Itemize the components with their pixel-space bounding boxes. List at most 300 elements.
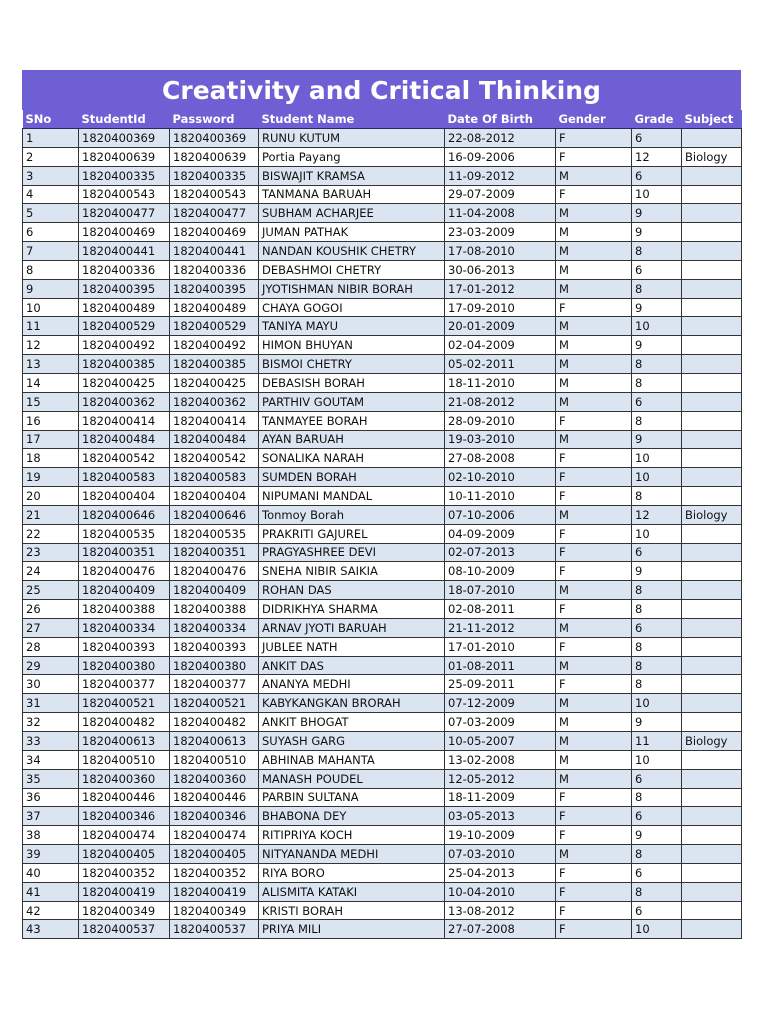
cell-grade[interactable]: 8 xyxy=(632,637,682,656)
cell-student-name[interactable]: PRIYA MILI xyxy=(259,920,445,939)
cell-subject[interactable] xyxy=(682,882,742,901)
cell-student-name[interactable]: JYOTISHMAN NIBIR BORAH xyxy=(259,279,445,298)
cell-date-of-birth[interactable]: 21-11-2012 xyxy=(445,618,556,637)
cell-subject[interactable] xyxy=(682,750,742,769)
column-header-sno[interactable]: SNo xyxy=(23,110,79,129)
cell-gender[interactable]: F xyxy=(556,562,632,581)
cell-date-of-birth[interactable]: 17-08-2010 xyxy=(445,242,556,261)
cell-student-id[interactable]: 1820400521 xyxy=(79,694,170,713)
column-header-student-name[interactable]: Student Name xyxy=(259,110,445,129)
cell-subject[interactable] xyxy=(682,204,742,223)
cell-sno[interactable]: 26 xyxy=(23,600,79,619)
cell-sno[interactable]: 4 xyxy=(23,185,79,204)
cell-sno[interactable]: 34 xyxy=(23,750,79,769)
cell-gender[interactable]: M xyxy=(556,166,632,185)
cell-password[interactable]: 1820400489 xyxy=(170,298,259,317)
cell-subject[interactable] xyxy=(682,430,742,449)
cell-gender[interactable]: F xyxy=(556,600,632,619)
cell-student-name[interactable]: NITYANANDA MEDHI xyxy=(259,845,445,864)
cell-date-of-birth[interactable]: 18-11-2010 xyxy=(445,373,556,392)
cell-password[interactable]: 1820400335 xyxy=(170,166,259,185)
cell-student-name[interactable]: PARTHIV GOUTAM xyxy=(259,392,445,411)
cell-date-of-birth[interactable]: 03-05-2013 xyxy=(445,807,556,826)
cell-student-name[interactable]: TANIYA MAYU xyxy=(259,317,445,336)
cell-sno[interactable]: 18 xyxy=(23,449,79,468)
cell-password[interactable]: 1820400510 xyxy=(170,750,259,769)
cell-student-name[interactable]: ANANYA MEDHI xyxy=(259,675,445,694)
cell-student-id[interactable]: 1820400393 xyxy=(79,637,170,656)
cell-subject[interactable] xyxy=(682,298,742,317)
cell-student-name[interactable]: DIDRIKHYA SHARMA xyxy=(259,600,445,619)
cell-gender[interactable]: F xyxy=(556,863,632,882)
cell-subject[interactable] xyxy=(682,223,742,242)
cell-subject[interactable] xyxy=(682,863,742,882)
cell-student-id[interactable]: 1820400446 xyxy=(79,788,170,807)
cell-student-name[interactable]: BISWAJIT KRAMSA xyxy=(259,166,445,185)
cell-date-of-birth[interactable]: 11-09-2012 xyxy=(445,166,556,185)
cell-grade[interactable]: 9 xyxy=(632,713,682,732)
cell-student-name[interactable]: BHABONA DEY xyxy=(259,807,445,826)
cell-student-name[interactable]: SNEHA NIBIR SAIKIA xyxy=(259,562,445,581)
cell-student-name[interactable]: SUBHAM ACHARJEE xyxy=(259,204,445,223)
cell-grade[interactable]: 9 xyxy=(632,430,682,449)
cell-password[interactable]: 1820400380 xyxy=(170,656,259,675)
cell-subject[interactable] xyxy=(682,807,742,826)
cell-grade[interactable]: 8 xyxy=(632,600,682,619)
cell-grade[interactable]: 6 xyxy=(632,901,682,920)
cell-subject[interactable] xyxy=(682,769,742,788)
column-header-password[interactable]: Password xyxy=(170,110,259,129)
cell-sno[interactable]: 30 xyxy=(23,675,79,694)
cell-grade[interactable]: 10 xyxy=(632,468,682,487)
cell-student-name[interactable]: PARBIN SULTANA xyxy=(259,788,445,807)
cell-student-name[interactable]: ARNAV JYOTI BARUAH xyxy=(259,618,445,637)
cell-gender[interactable]: F xyxy=(556,129,632,148)
cell-subject[interactable]: Biology xyxy=(682,147,742,166)
cell-student-id[interactable]: 1820400482 xyxy=(79,713,170,732)
cell-gender[interactable]: M xyxy=(556,392,632,411)
cell-student-name[interactable]: NIPUMANI MANDAL xyxy=(259,487,445,506)
cell-date-of-birth[interactable]: 22-08-2012 xyxy=(445,129,556,148)
cell-grade[interactable]: 10 xyxy=(632,317,682,336)
cell-password[interactable]: 1820400446 xyxy=(170,788,259,807)
cell-sno[interactable]: 23 xyxy=(23,543,79,562)
cell-student-id[interactable]: 1820400385 xyxy=(79,355,170,374)
cell-date-of-birth[interactable]: 25-09-2011 xyxy=(445,675,556,694)
cell-date-of-birth[interactable]: 10-04-2010 xyxy=(445,882,556,901)
cell-student-name[interactable]: Tonmoy Borah xyxy=(259,505,445,524)
cell-date-of-birth[interactable]: 17-01-2010 xyxy=(445,637,556,656)
cell-sno[interactable]: 41 xyxy=(23,882,79,901)
cell-date-of-birth[interactable]: 12-05-2012 xyxy=(445,769,556,788)
cell-student-name[interactable]: AYAN BARUAH xyxy=(259,430,445,449)
cell-grade[interactable]: 8 xyxy=(632,675,682,694)
cell-password[interactable]: 1820400474 xyxy=(170,826,259,845)
cell-gender[interactable]: M xyxy=(556,845,632,864)
cell-student-id[interactable]: 1820400535 xyxy=(79,524,170,543)
cell-subject[interactable] xyxy=(682,637,742,656)
cell-password[interactable]: 1820400521 xyxy=(170,694,259,713)
cell-password[interactable]: 1820400409 xyxy=(170,581,259,600)
cell-sno[interactable]: 12 xyxy=(23,336,79,355)
cell-student-id[interactable]: 1820400474 xyxy=(79,826,170,845)
cell-student-name[interactable]: DEBASISH BORAH xyxy=(259,373,445,392)
cell-grade[interactable]: 8 xyxy=(632,581,682,600)
cell-student-name[interactable]: RIYA BORO xyxy=(259,863,445,882)
cell-student-id[interactable]: 1820400351 xyxy=(79,543,170,562)
cell-subject[interactable] xyxy=(682,713,742,732)
cell-date-of-birth[interactable]: 25-04-2013 xyxy=(445,863,556,882)
cell-gender[interactable]: F xyxy=(556,411,632,430)
cell-grade[interactable]: 9 xyxy=(632,204,682,223)
cell-gender[interactable]: F xyxy=(556,468,632,487)
cell-sno[interactable]: 28 xyxy=(23,637,79,656)
cell-student-id[interactable]: 1820400380 xyxy=(79,656,170,675)
cell-subject[interactable] xyxy=(682,845,742,864)
cell-date-of-birth[interactable]: 01-08-2011 xyxy=(445,656,556,675)
cell-sno[interactable]: 9 xyxy=(23,279,79,298)
cell-password[interactable]: 1820400404 xyxy=(170,487,259,506)
cell-student-name[interactable]: NANDAN KOUSHIK CHETRY xyxy=(259,242,445,261)
cell-sno[interactable]: 25 xyxy=(23,581,79,600)
cell-student-id[interactable]: 1820400510 xyxy=(79,750,170,769)
cell-subject[interactable] xyxy=(682,581,742,600)
cell-gender[interactable]: M xyxy=(556,581,632,600)
cell-student-id[interactable]: 1820400441 xyxy=(79,242,170,261)
cell-date-of-birth[interactable]: 23-03-2009 xyxy=(445,223,556,242)
column-header-gender[interactable]: Gender xyxy=(556,110,632,129)
cell-student-name[interactable]: ROHAN DAS xyxy=(259,581,445,600)
cell-password[interactable]: 1820400492 xyxy=(170,336,259,355)
cell-sno[interactable]: 22 xyxy=(23,524,79,543)
cell-sno[interactable]: 32 xyxy=(23,713,79,732)
cell-grade[interactable]: 10 xyxy=(632,185,682,204)
cell-sno[interactable]: 37 xyxy=(23,807,79,826)
cell-password[interactable]: 1820400388 xyxy=(170,600,259,619)
cell-grade[interactable]: 8 xyxy=(632,411,682,430)
cell-sno[interactable]: 2 xyxy=(23,147,79,166)
cell-student-name[interactable]: RUNU KUTUM xyxy=(259,129,445,148)
cell-password[interactable]: 1820400484 xyxy=(170,430,259,449)
cell-date-of-birth[interactable]: 02-04-2009 xyxy=(445,336,556,355)
cell-student-id[interactable]: 1820400336 xyxy=(79,260,170,279)
cell-grade[interactable]: 8 xyxy=(632,373,682,392)
cell-password[interactable]: 1820400360 xyxy=(170,769,259,788)
cell-gender[interactable]: F xyxy=(556,826,632,845)
cell-student-id[interactable]: 1820400388 xyxy=(79,600,170,619)
cell-student-name[interactable]: HIMON BHUYAN xyxy=(259,336,445,355)
cell-student-id[interactable]: 1820400362 xyxy=(79,392,170,411)
cell-password[interactable]: 1820400613 xyxy=(170,732,259,751)
cell-date-of-birth[interactable]: 29-07-2009 xyxy=(445,185,556,204)
cell-gender[interactable]: F xyxy=(556,901,632,920)
cell-sno[interactable]: 43 xyxy=(23,920,79,939)
cell-student-id[interactable]: 1820400477 xyxy=(79,204,170,223)
cell-student-id[interactable]: 1820400542 xyxy=(79,449,170,468)
cell-grade[interactable]: 8 xyxy=(632,242,682,261)
cell-gender[interactable]: M xyxy=(556,713,632,732)
cell-password[interactable]: 1820400346 xyxy=(170,807,259,826)
cell-grade[interactable]: 8 xyxy=(632,355,682,374)
cell-grade[interactable]: 6 xyxy=(632,260,682,279)
cell-subject[interactable] xyxy=(682,317,742,336)
cell-sno[interactable]: 3 xyxy=(23,166,79,185)
column-header-student-id[interactable]: StudentId xyxy=(79,110,170,129)
cell-sno[interactable]: 16 xyxy=(23,411,79,430)
cell-sno[interactable]: 33 xyxy=(23,732,79,751)
cell-gender[interactable]: M xyxy=(556,505,632,524)
cell-password[interactable]: 1820400477 xyxy=(170,204,259,223)
cell-student-name[interactable]: CHAYA GOGOI xyxy=(259,298,445,317)
cell-grade[interactable]: 8 xyxy=(632,882,682,901)
cell-subject[interactable] xyxy=(682,336,742,355)
cell-grade[interactable]: 8 xyxy=(632,656,682,675)
cell-student-id[interactable]: 1820400613 xyxy=(79,732,170,751)
cell-sno[interactable]: 29 xyxy=(23,656,79,675)
cell-password[interactable]: 1820400535 xyxy=(170,524,259,543)
cell-gender[interactable]: F xyxy=(556,675,632,694)
cell-student-id[interactable]: 1820400476 xyxy=(79,562,170,581)
cell-sno[interactable]: 8 xyxy=(23,260,79,279)
cell-gender[interactable]: M xyxy=(556,260,632,279)
cell-grade[interactable]: 9 xyxy=(632,223,682,242)
cell-password[interactable]: 1820400362 xyxy=(170,392,259,411)
cell-password[interactable]: 1820400349 xyxy=(170,901,259,920)
cell-sno[interactable]: 38 xyxy=(23,826,79,845)
cell-grade[interactable]: 11 xyxy=(632,732,682,751)
cell-date-of-birth[interactable]: 07-10-2006 xyxy=(445,505,556,524)
cell-gender[interactable]: M xyxy=(556,750,632,769)
cell-sno[interactable]: 6 xyxy=(23,223,79,242)
cell-date-of-birth[interactable]: 19-10-2009 xyxy=(445,826,556,845)
cell-password[interactable]: 1820400542 xyxy=(170,449,259,468)
cell-password[interactable]: 1820400369 xyxy=(170,129,259,148)
cell-date-of-birth[interactable]: 13-08-2012 xyxy=(445,901,556,920)
cell-subject[interactable] xyxy=(682,185,742,204)
cell-date-of-birth[interactable]: 07-03-2010 xyxy=(445,845,556,864)
cell-subject[interactable] xyxy=(682,920,742,939)
cell-subject[interactable] xyxy=(682,562,742,581)
cell-grade[interactable]: 10 xyxy=(632,694,682,713)
cell-student-name[interactable]: KABYKANGKAN BRORAH xyxy=(259,694,445,713)
cell-student-name[interactable]: SONALIKA NARAH xyxy=(259,449,445,468)
cell-student-id[interactable]: 1820400489 xyxy=(79,298,170,317)
cell-subject[interactable] xyxy=(682,260,742,279)
cell-subject[interactable] xyxy=(682,449,742,468)
cell-gender[interactable]: M xyxy=(556,430,632,449)
cell-subject[interactable] xyxy=(682,468,742,487)
cell-date-of-birth[interactable]: 27-07-2008 xyxy=(445,920,556,939)
cell-student-id[interactable]: 1820400414 xyxy=(79,411,170,430)
cell-sno[interactable]: 31 xyxy=(23,694,79,713)
cell-sno[interactable]: 13 xyxy=(23,355,79,374)
cell-sno[interactable]: 20 xyxy=(23,487,79,506)
cell-student-id[interactable]: 1820400377 xyxy=(79,675,170,694)
cell-grade[interactable]: 8 xyxy=(632,487,682,506)
cell-student-id[interactable]: 1820400529 xyxy=(79,317,170,336)
cell-sno[interactable]: 19 xyxy=(23,468,79,487)
cell-sno[interactable]: 1 xyxy=(23,129,79,148)
cell-subject[interactable] xyxy=(682,373,742,392)
cell-subject[interactable] xyxy=(682,788,742,807)
column-header-grade[interactable]: Grade xyxy=(632,110,682,129)
cell-password[interactable]: 1820400529 xyxy=(170,317,259,336)
cell-subject[interactable] xyxy=(682,524,742,543)
cell-gender[interactable]: F xyxy=(556,543,632,562)
cell-student-name[interactable]: MANASH POUDEL xyxy=(259,769,445,788)
cell-student-id[interactable]: 1820400543 xyxy=(79,185,170,204)
cell-subject[interactable] xyxy=(682,487,742,506)
cell-password[interactable]: 1820400393 xyxy=(170,637,259,656)
cell-gender[interactable]: M xyxy=(556,242,632,261)
cell-gender[interactable]: F xyxy=(556,524,632,543)
cell-gender[interactable]: M xyxy=(556,223,632,242)
cell-date-of-birth[interactable]: 07-03-2009 xyxy=(445,713,556,732)
cell-student-id[interactable]: 1820400639 xyxy=(79,147,170,166)
cell-student-id[interactable]: 1820400409 xyxy=(79,581,170,600)
cell-subject[interactable] xyxy=(682,543,742,562)
cell-password[interactable]: 1820400336 xyxy=(170,260,259,279)
cell-student-id[interactable]: 1820400484 xyxy=(79,430,170,449)
cell-password[interactable]: 1820400405 xyxy=(170,845,259,864)
cell-sno[interactable]: 39 xyxy=(23,845,79,864)
cell-password[interactable]: 1820400537 xyxy=(170,920,259,939)
cell-gender[interactable]: M xyxy=(556,373,632,392)
cell-grade[interactable]: 9 xyxy=(632,298,682,317)
cell-student-id[interactable]: 1820400425 xyxy=(79,373,170,392)
cell-password[interactable]: 1820400639 xyxy=(170,147,259,166)
cell-gender[interactable]: M xyxy=(556,769,632,788)
cell-gender[interactable]: F xyxy=(556,920,632,939)
cell-password[interactable]: 1820400395 xyxy=(170,279,259,298)
cell-student-id[interactable]: 1820400346 xyxy=(79,807,170,826)
cell-password[interactable]: 1820400476 xyxy=(170,562,259,581)
cell-subject[interactable] xyxy=(682,129,742,148)
cell-gender[interactable]: F xyxy=(556,807,632,826)
cell-student-id[interactable]: 1820400583 xyxy=(79,468,170,487)
cell-grade[interactable]: 8 xyxy=(632,845,682,864)
cell-date-of-birth[interactable]: 10-11-2010 xyxy=(445,487,556,506)
cell-student-id[interactable]: 1820400537 xyxy=(79,920,170,939)
cell-gender[interactable]: F xyxy=(556,487,632,506)
cell-date-of-birth[interactable]: 28-09-2010 xyxy=(445,411,556,430)
cell-student-name[interactable]: SUMDEN BORAH xyxy=(259,468,445,487)
cell-date-of-birth[interactable]: 13-02-2008 xyxy=(445,750,556,769)
cell-subject[interactable] xyxy=(682,600,742,619)
cell-date-of-birth[interactable]: 02-10-2010 xyxy=(445,468,556,487)
cell-student-id[interactable]: 1820400404 xyxy=(79,487,170,506)
cell-grade[interactable]: 12 xyxy=(632,147,682,166)
cell-student-name[interactable]: SUYASH GARG xyxy=(259,732,445,751)
cell-grade[interactable]: 6 xyxy=(632,769,682,788)
column-header-date-of-birth[interactable]: Date Of Birth xyxy=(445,110,556,129)
cell-grade[interactable]: 10 xyxy=(632,449,682,468)
cell-password[interactable]: 1820400414 xyxy=(170,411,259,430)
cell-grade[interactable]: 6 xyxy=(632,863,682,882)
cell-student-id[interactable]: 1820400469 xyxy=(79,223,170,242)
cell-subject[interactable] xyxy=(682,392,742,411)
cell-student-name[interactable]: JUMAN PATHAK xyxy=(259,223,445,242)
cell-date-of-birth[interactable]: 16-09-2006 xyxy=(445,147,556,166)
cell-subject[interactable]: Biology xyxy=(682,505,742,524)
cell-grade[interactable]: 8 xyxy=(632,279,682,298)
cell-password[interactable]: 1820400419 xyxy=(170,882,259,901)
cell-sno[interactable]: 24 xyxy=(23,562,79,581)
cell-subject[interactable] xyxy=(682,656,742,675)
cell-date-of-birth[interactable]: 27-08-2008 xyxy=(445,449,556,468)
cell-gender[interactable]: F xyxy=(556,147,632,166)
cell-date-of-birth[interactable]: 18-11-2009 xyxy=(445,788,556,807)
cell-grade[interactable]: 9 xyxy=(632,826,682,845)
cell-student-name[interactable]: ALISMITA KATAKI xyxy=(259,882,445,901)
cell-grade[interactable]: 12 xyxy=(632,505,682,524)
cell-sno[interactable]: 35 xyxy=(23,769,79,788)
cell-student-id[interactable]: 1820400335 xyxy=(79,166,170,185)
cell-student-name[interactable]: TANMANA BARUAH xyxy=(259,185,445,204)
cell-gender[interactable]: M xyxy=(556,618,632,637)
cell-student-id[interactable]: 1820400395 xyxy=(79,279,170,298)
cell-student-name[interactable]: ABHINAB MAHANTA xyxy=(259,750,445,769)
cell-student-name[interactable]: TANMAYEE BORAH xyxy=(259,411,445,430)
cell-student-id[interactable]: 1820400492 xyxy=(79,336,170,355)
cell-student-name[interactable]: DEBASHMOI CHETRY xyxy=(259,260,445,279)
cell-gender[interactable]: F xyxy=(556,788,632,807)
cell-gender[interactable]: M xyxy=(556,656,632,675)
cell-student-id[interactable]: 1820400334 xyxy=(79,618,170,637)
cell-gender[interactable]: M xyxy=(556,317,632,336)
cell-student-name[interactable]: JUBLEE NATH xyxy=(259,637,445,656)
cell-sno[interactable]: 10 xyxy=(23,298,79,317)
cell-sno[interactable]: 36 xyxy=(23,788,79,807)
cell-password[interactable]: 1820400385 xyxy=(170,355,259,374)
cell-date-of-birth[interactable]: 11-04-2008 xyxy=(445,204,556,223)
cell-gender[interactable]: M xyxy=(556,279,632,298)
cell-date-of-birth[interactable]: 17-09-2010 xyxy=(445,298,556,317)
cell-password[interactable]: 1820400543 xyxy=(170,185,259,204)
cell-sno[interactable]: 21 xyxy=(23,505,79,524)
cell-date-of-birth[interactable]: 05-02-2011 xyxy=(445,355,556,374)
cell-subject[interactable] xyxy=(682,675,742,694)
cell-sno[interactable]: 27 xyxy=(23,618,79,637)
cell-subject[interactable] xyxy=(682,279,742,298)
cell-date-of-birth[interactable]: 18-07-2010 xyxy=(445,581,556,600)
cell-student-name[interactable]: Portia Payang xyxy=(259,147,445,166)
cell-student-id[interactable]: 1820400646 xyxy=(79,505,170,524)
cell-sno[interactable]: 5 xyxy=(23,204,79,223)
cell-student-id[interactable]: 1820400352 xyxy=(79,863,170,882)
cell-password[interactable]: 1820400425 xyxy=(170,373,259,392)
cell-password[interactable]: 1820400646 xyxy=(170,505,259,524)
cell-date-of-birth[interactable]: 19-03-2010 xyxy=(445,430,556,449)
cell-date-of-birth[interactable]: 21-08-2012 xyxy=(445,392,556,411)
cell-gender[interactable]: F xyxy=(556,185,632,204)
cell-gender[interactable]: M xyxy=(556,336,632,355)
cell-date-of-birth[interactable]: 20-01-2009 xyxy=(445,317,556,336)
cell-student-id[interactable]: 1820400419 xyxy=(79,882,170,901)
cell-grade[interactable]: 10 xyxy=(632,750,682,769)
cell-student-name[interactable]: ANKIT DAS xyxy=(259,656,445,675)
cell-subject[interactable]: Biology xyxy=(682,732,742,751)
cell-subject[interactable] xyxy=(682,694,742,713)
cell-grade[interactable]: 6 xyxy=(632,807,682,826)
cell-subject[interactable] xyxy=(682,826,742,845)
cell-subject[interactable] xyxy=(682,901,742,920)
cell-password[interactable]: 1820400469 xyxy=(170,223,259,242)
cell-gender[interactable]: F xyxy=(556,882,632,901)
cell-date-of-birth[interactable]: 17-01-2012 xyxy=(445,279,556,298)
cell-student-name[interactable]: RITIPRIYA KOCH xyxy=(259,826,445,845)
cell-student-id[interactable]: 1820400369 xyxy=(79,129,170,148)
